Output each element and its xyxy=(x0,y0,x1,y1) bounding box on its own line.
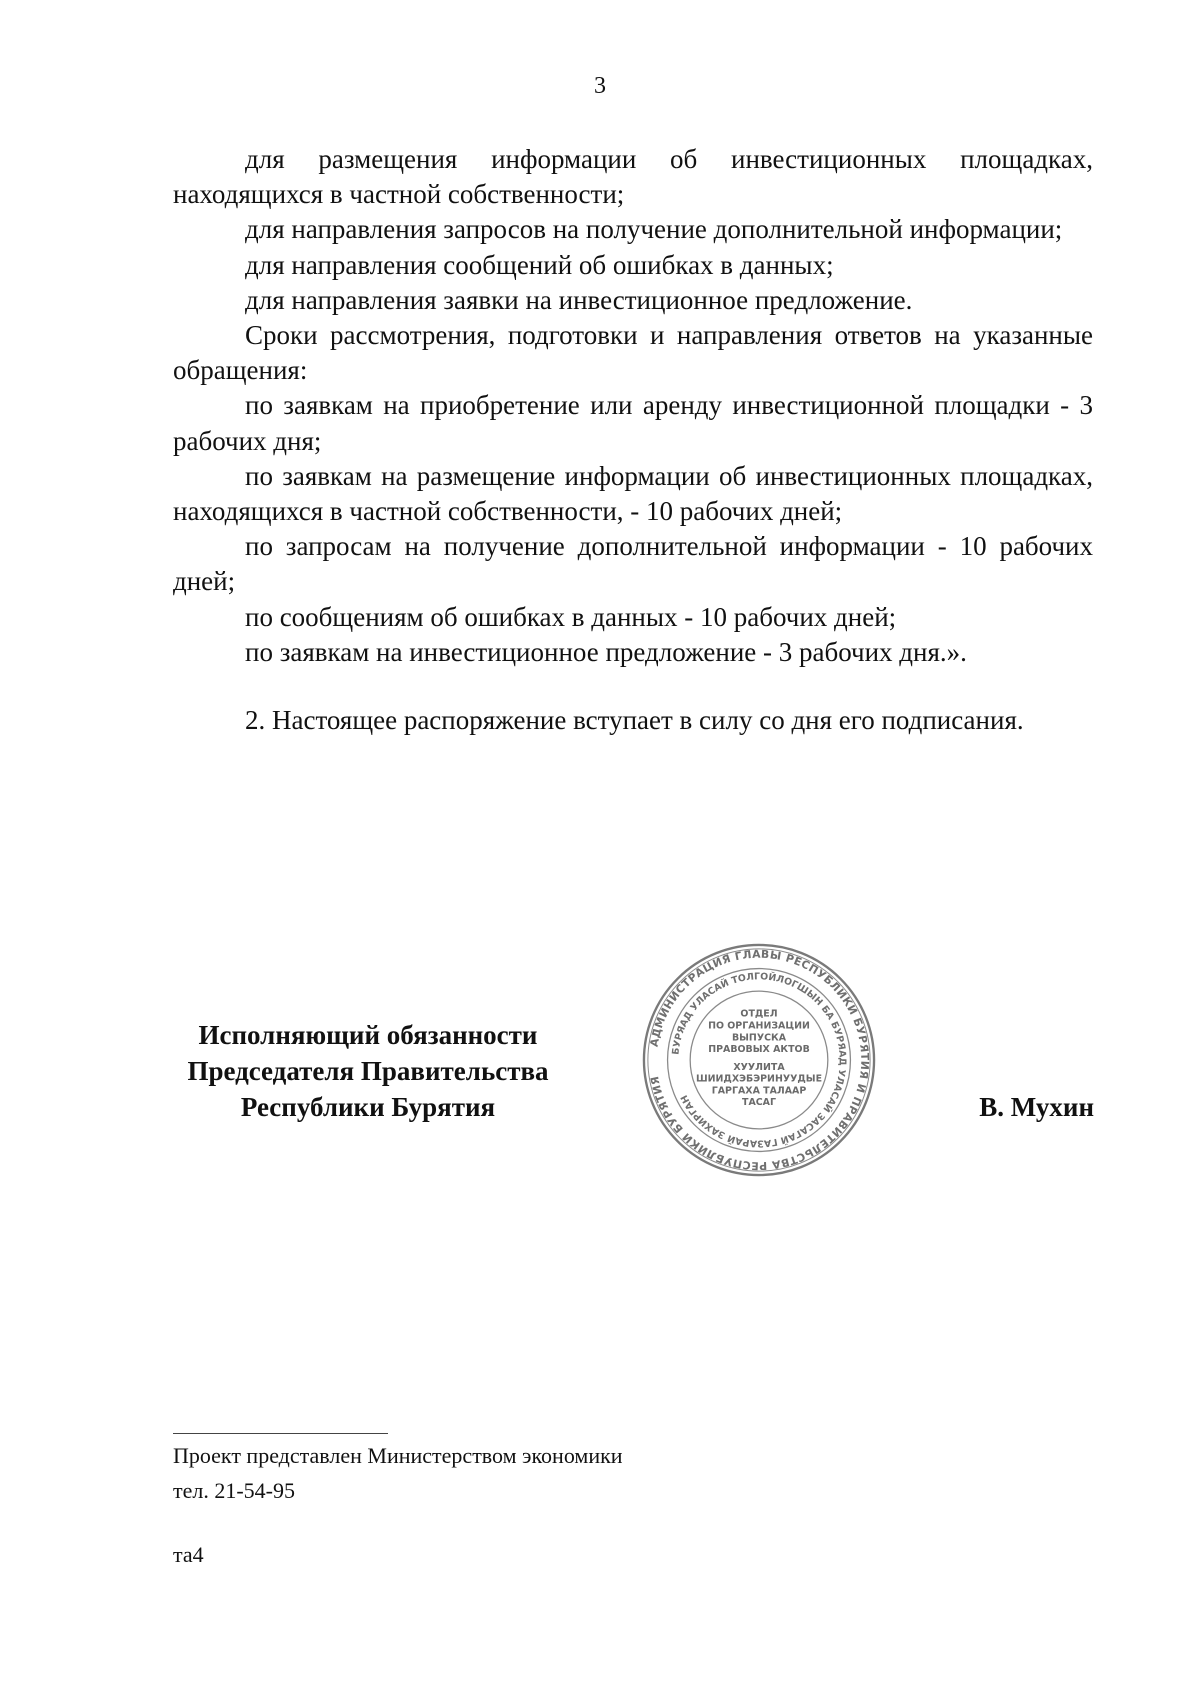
footer-divider xyxy=(173,1433,388,1434)
seal-center-line: ПО ОРГАНИЗАЦИИ xyxy=(708,1020,810,1032)
seal-center-line: ШИИДХЭБЭРИНУУДЫЕ xyxy=(695,1073,823,1085)
seal-inner-text: БУРЯАД УЛАСАЙ ТОЛГОЙЛОГШЫН БА БУРЯАД УЛАСАЙ ЗАСАГАЙ ГАЗАРАЙ ЗАХИРГАН xyxy=(670,971,848,1149)
seal-center-line: ПРАВОВЫХ АКТОВ xyxy=(708,1044,810,1056)
signatory-position xyxy=(168,1017,568,1125)
footer-note xyxy=(173,1438,623,1508)
seal-outer-text: АДМИНИСТРАЦИЯ ГЛАВЫ РЕСПУБЛИКИ БУРЯТИЯ И ПРАВИТЕЛЬСТВА РЕСПУБЛИКИ БУРЯТИЯ xyxy=(647,947,872,1173)
paragraph: по заявкам на приобретение или аренду инвестиционной площадки - 3 рабочих дня; xyxy=(173,390,1093,456)
signatory-position-line: Исполняющий обязанности xyxy=(198,1020,538,1050)
signatory-position-line: Республики Бурятия xyxy=(240,1092,496,1122)
paragraph: по заявкам на инвестиционное предложение - 3 рабочих дня.». xyxy=(245,636,967,667)
paragraph: по сообщениям об ошибках в данных - 10 рабочих дней; xyxy=(245,601,897,632)
footer-submitted-by: Проект представлен Министерством экономики xyxy=(173,1443,623,1468)
seal-center-line: ОТДЕЛ xyxy=(740,1008,778,1020)
seal-center-line: ВЫПУСКА xyxy=(731,1032,787,1044)
page-number: 3 xyxy=(594,73,606,99)
document-body xyxy=(173,142,1093,738)
seal-center-line: ГАРГАХА ТАЛААР xyxy=(711,1085,807,1097)
seal-center-line: ТАСАГ xyxy=(742,1097,776,1109)
signatory-name: В. Мухин xyxy=(979,1092,1094,1122)
paragraph: по запросам на получение дополнительной информации - 10 рабочих дней; xyxy=(173,531,1093,597)
document-code: та4 xyxy=(173,1542,204,1567)
footer-phone: тел. 21-54-95 xyxy=(173,1478,296,1503)
official-seal xyxy=(640,942,878,1178)
paragraph: для направления запросов на получение дополнительной информации; xyxy=(245,214,1063,245)
paragraph: по заявкам на размещение информации об инвестиционных площадках, находящихся в частной собственности, - 10 рабочих дней; xyxy=(173,460,1093,527)
seal-ring xyxy=(668,969,851,1152)
paragraph: для направления сообщений об ошибках в данных; xyxy=(245,249,834,280)
seal-center-line: ХУУЛИТА xyxy=(733,1061,785,1073)
paragraph: для направления заявки на инвестиционное предложение. xyxy=(245,284,913,315)
signatory-position-line: Председателя Правительства xyxy=(187,1056,549,1086)
paragraph: Сроки рассмотрения, подготовки и направления ответов на указанные обращения: xyxy=(173,320,1093,386)
paragraph: для размещения информации об инвестиционных площадках, находящихся в частной собственности; xyxy=(173,144,1093,210)
effective-date-paragraph: 2. Настоящее распоряжение вступает в силу со дня его подписания. xyxy=(245,705,1024,736)
